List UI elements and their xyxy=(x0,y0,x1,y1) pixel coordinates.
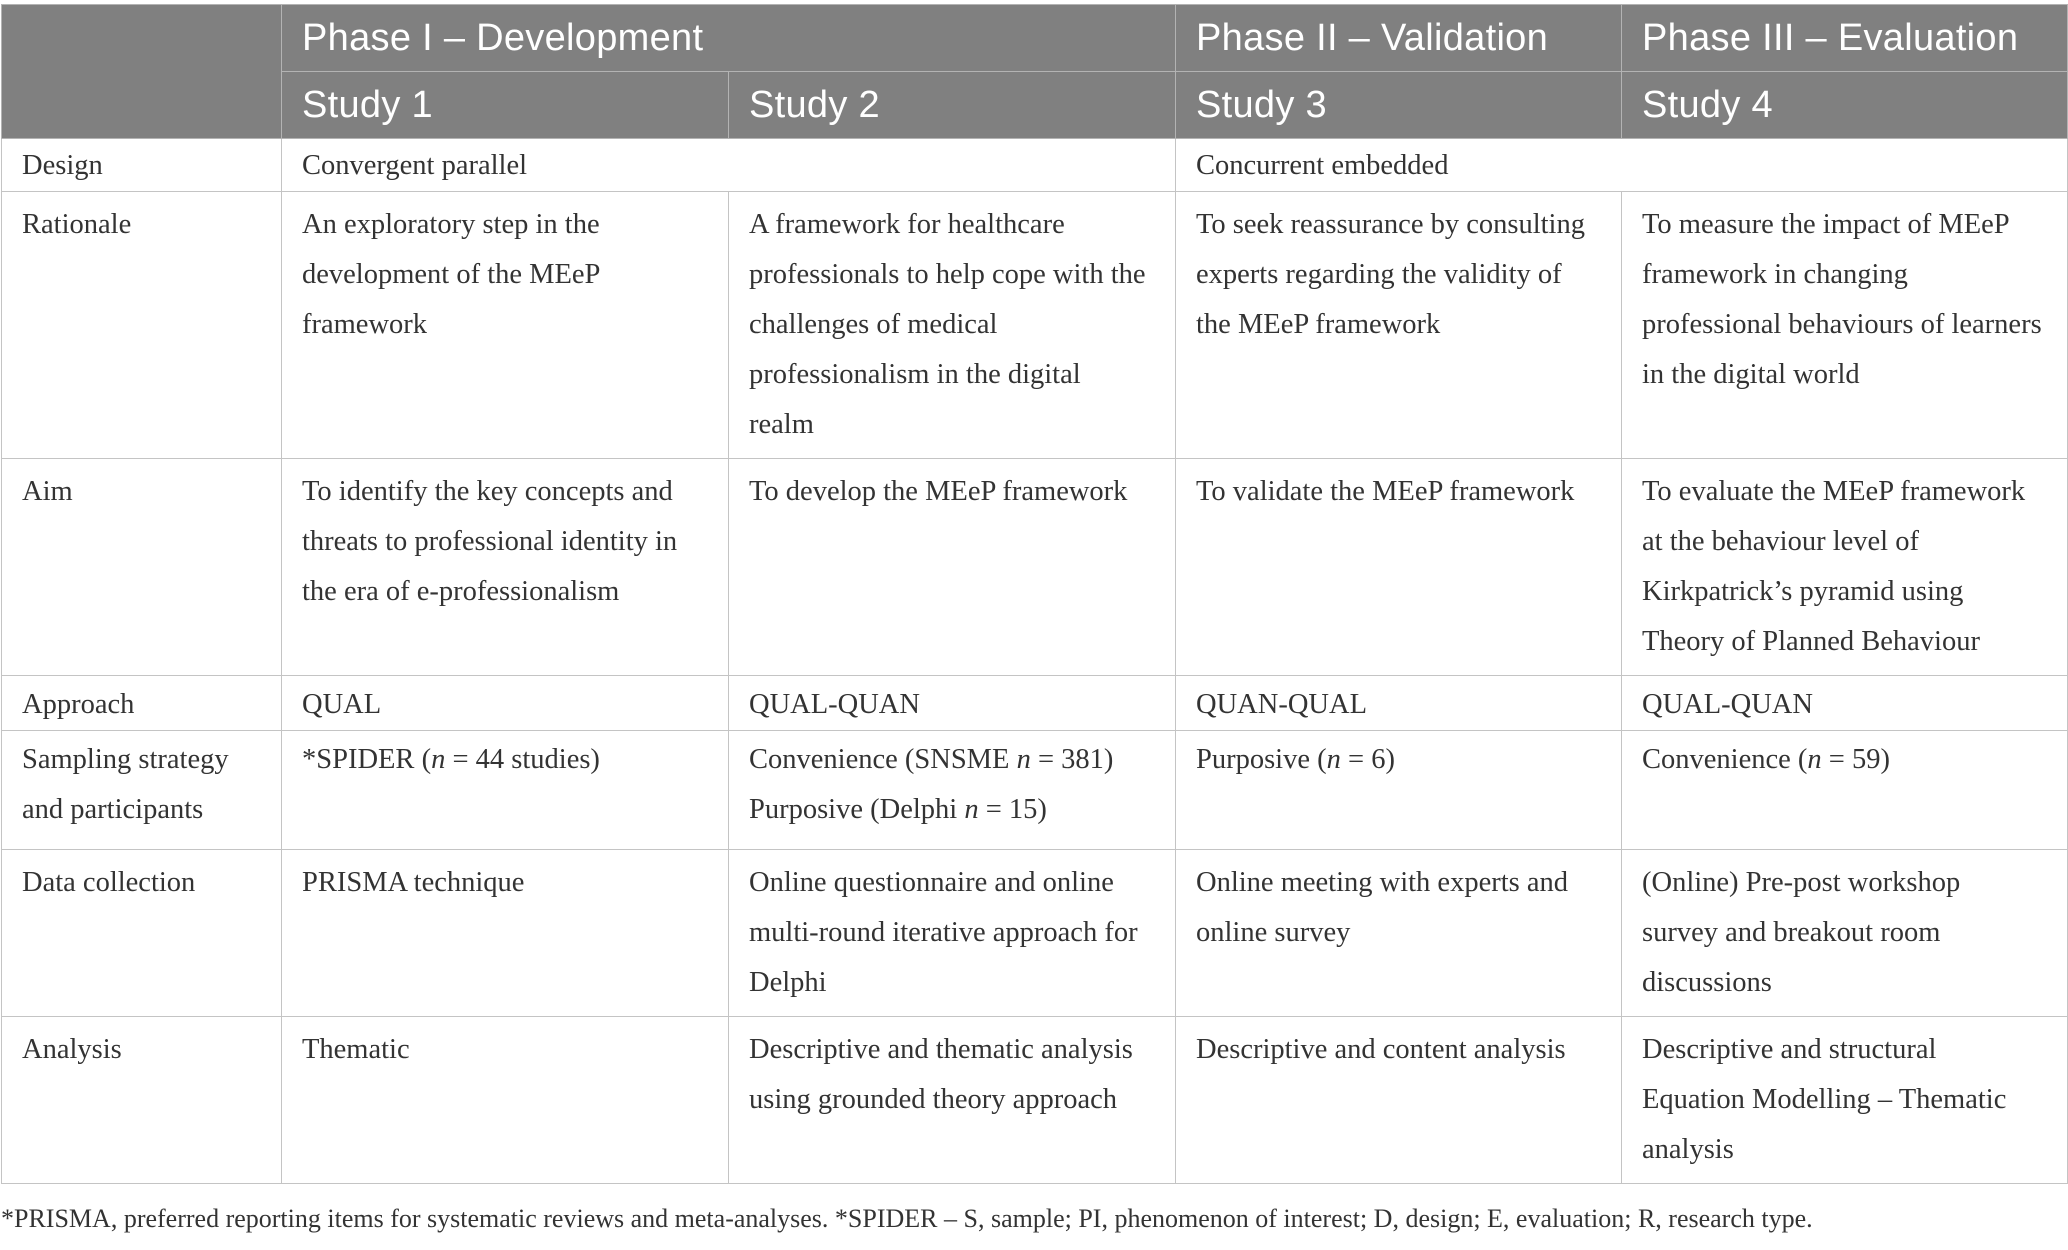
text-line: realm xyxy=(749,409,814,440)
aim-study-3-cell xyxy=(1176,459,1622,676)
text-line: challenges of medical xyxy=(749,309,998,340)
study-design-table xyxy=(1,4,2068,1184)
text-fragment: = 59) xyxy=(1821,744,1890,775)
approach-study-3-cell: QUAN-QUAL xyxy=(1176,676,1622,731)
text-line: Theory of Planned Behaviour xyxy=(1642,626,1980,657)
text-line xyxy=(749,735,1155,785)
text-line: Kirkpatrick’s pyramid using xyxy=(1642,576,1964,607)
text-line: survey and breakout room xyxy=(1642,917,1941,948)
phase-3-header: Phase III – Evaluation xyxy=(1622,5,2068,72)
text-line: experts regarding the validity of xyxy=(1196,259,1562,290)
study-3-header: Study 3 xyxy=(1176,72,1622,139)
text-line: To seek reassurance by consulting xyxy=(1196,209,1585,240)
table-row-sampling xyxy=(2,731,2068,850)
text-line: development of the MEeP xyxy=(302,259,601,290)
text-line: To measure the impact of MEeP xyxy=(1642,209,2010,240)
row-label-design: Design xyxy=(2,139,282,192)
text-line: (Online) Pre-post workshop xyxy=(1642,867,1961,898)
table-row-approach xyxy=(2,676,2068,731)
table-row-analysis xyxy=(2,1017,2068,1184)
table-header xyxy=(2,5,2068,139)
text-line: Online questionnaire and online xyxy=(749,867,1114,898)
text-fragment: = 15) xyxy=(978,794,1047,825)
row-label-data-collection: Data collection xyxy=(2,850,282,1017)
text-line: framework xyxy=(302,309,428,340)
text-line xyxy=(302,735,708,785)
text-line: the MEeP framework xyxy=(1196,309,1441,340)
analysis-study-1-cell xyxy=(282,1017,729,1184)
row-label-analysis: Analysis xyxy=(2,1017,282,1184)
approach-study-2-cell: QUAL-QUAN xyxy=(729,676,1176,731)
collection-study-1-cell xyxy=(282,850,729,1017)
text-line: and participants xyxy=(22,794,204,825)
row-label-approach: Approach xyxy=(2,676,282,731)
text-line xyxy=(749,785,1155,835)
n-symbol: n xyxy=(1807,744,1822,775)
text-fragment: = 44 studies) xyxy=(445,744,600,775)
analysis-study-3-cell xyxy=(1176,1017,1622,1184)
sampling-study-4-cell xyxy=(1622,731,2068,850)
text-line: Equation Modelling – Thematic xyxy=(1642,1084,2007,1115)
text-line: professionalism in the digital xyxy=(749,359,1081,390)
text-line: A framework for healthcare xyxy=(749,209,1065,240)
text-line: Delphi xyxy=(749,967,827,998)
sampling-study-3-cell xyxy=(1176,731,1622,850)
row-label-rationale: Rationale xyxy=(2,192,282,459)
rationale-study-1-cell xyxy=(282,192,729,459)
text-line: To develop the MEeP framework xyxy=(749,476,1128,507)
text-line: the era of e-professionalism xyxy=(302,576,620,607)
approach-study-1-cell: QUAL xyxy=(282,676,729,731)
sampling-study-2-cell xyxy=(729,731,1176,850)
text-line: framework in changing xyxy=(1642,259,1908,290)
n-symbol: n xyxy=(964,794,979,825)
text-line: Sampling strategy xyxy=(22,744,229,775)
n-symbol: n xyxy=(431,744,446,775)
table-body xyxy=(2,139,2068,1184)
n-symbol: n xyxy=(1326,744,1341,775)
phase-2-header: Phase II – Validation xyxy=(1176,5,1622,72)
rationale-study-4-cell xyxy=(1622,192,2068,459)
collection-study-2-cell xyxy=(729,850,1176,1017)
header-corner-cell xyxy=(2,5,282,139)
collection-study-3-cell xyxy=(1176,850,1622,1017)
text-fragment: *SPIDER ( xyxy=(302,744,432,775)
table-row-aim xyxy=(2,459,2068,676)
text-line: Descriptive and content analysis xyxy=(1196,1034,1566,1065)
row-label-aim: Aim xyxy=(2,459,282,676)
aim-study-1-cell xyxy=(282,459,729,676)
text-fragment: Convenience (SNSME xyxy=(749,744,1017,775)
text-line: Descriptive and thematic analysis xyxy=(749,1034,1133,1065)
study-header-row xyxy=(2,72,2068,139)
table-footnote: *PRISMA, preferred reporting items for systematic reviews and meta-analyses. *SPIDER – S, sample; PI, phenomenon of interest; D, design; E, evaluation; R, research type. xyxy=(1,1204,1813,1233)
text-line: Thematic xyxy=(302,1034,410,1065)
text-line: PRISMA technique xyxy=(302,867,525,898)
text-fragment: Convenience ( xyxy=(1642,744,1808,775)
text-line: professionals to help cope with the xyxy=(749,259,1146,290)
text-line: Descriptive and structural xyxy=(1642,1034,1937,1065)
text-line: in the digital world xyxy=(1642,359,1860,390)
text-fragment: Purposive (Delphi xyxy=(749,794,965,825)
table-row-rationale xyxy=(2,192,2068,459)
collection-study-4-cell xyxy=(1622,850,2068,1017)
analysis-study-4-cell xyxy=(1622,1017,2068,1184)
study-4-header: Study 4 xyxy=(1622,72,2068,139)
text-line: An exploratory step in the xyxy=(302,209,600,240)
study-2-header: Study 2 xyxy=(729,72,1176,139)
text-line xyxy=(1196,735,1601,785)
text-line: To validate the MEeP framework xyxy=(1196,476,1575,507)
row-label-sampling xyxy=(2,731,282,850)
text-line: at the behaviour level of xyxy=(1642,526,1919,557)
sampling-study-1-cell xyxy=(282,731,729,850)
table-row-design xyxy=(2,139,2068,192)
analysis-study-2-cell xyxy=(729,1017,1176,1184)
text-line: To identify the key concepts and xyxy=(302,476,673,507)
table-row-data-collection xyxy=(2,850,2068,1017)
text-line: threats to professional identity in xyxy=(302,526,678,557)
phase-1-header: Phase I – Development xyxy=(282,5,1176,72)
design-phase-1-cell: Convergent parallel xyxy=(282,139,1176,192)
n-symbol: n xyxy=(1016,744,1031,775)
study-1-header: Study 1 xyxy=(282,72,729,139)
text-line xyxy=(1642,735,2047,785)
rationale-study-2-cell xyxy=(729,192,1176,459)
aim-study-4-cell xyxy=(1622,459,2068,676)
aim-study-2-cell xyxy=(729,459,1176,676)
rationale-study-3-cell xyxy=(1176,192,1622,459)
text-line: analysis xyxy=(1642,1134,1734,1165)
design-phase-2-3-cell: Concurrent embedded xyxy=(1176,139,2068,192)
text-line: multi-round iterative approach for xyxy=(749,917,1138,948)
approach-study-4-cell: QUAL-QUAN xyxy=(1622,676,2068,731)
text-fragment: = 6) xyxy=(1340,744,1395,775)
text-fragment: = 381) xyxy=(1030,744,1114,775)
text-line: using grounded theory approach xyxy=(749,1084,1118,1115)
text-line: professional behaviours of learners xyxy=(1642,309,2042,340)
text-line: To evaluate the MEeP framework xyxy=(1642,476,2026,507)
text-line: discussions xyxy=(1642,967,1772,998)
phase-header-row xyxy=(2,5,2068,72)
text-line: online survey xyxy=(1196,917,1351,948)
text-line: Online meeting with experts and xyxy=(1196,867,1568,898)
text-fragment: Purposive ( xyxy=(1196,744,1327,775)
